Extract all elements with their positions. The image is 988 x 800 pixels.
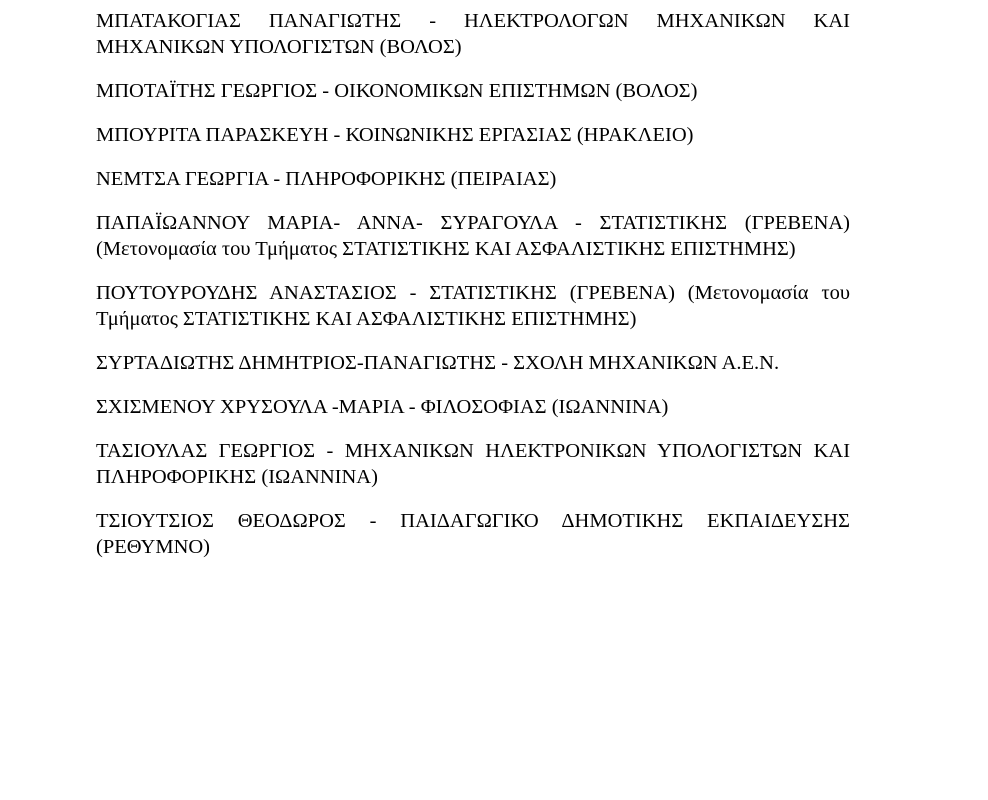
department: ΣΧΟΛΗ ΜΗΧΑΝΙΚΩΝ Α.Ε.Ν. bbox=[513, 352, 780, 374]
given-name: ΠΑΡΑΣΚΕΥΗ bbox=[205, 124, 329, 146]
department: ΦΙΛΟΣΟΦΙΑΣ (ΙΩΑΝΝΙΝΑ) bbox=[420, 396, 669, 418]
list-item bbox=[96, 210, 850, 262]
list-item bbox=[96, 280, 850, 332]
given-name: ΜΑΡΙΑ- ΑΝΝΑ- ΣΥΡΑΓΟΥΛΑ bbox=[267, 212, 558, 234]
given-name: ΑΝΑΣΤΑΣΙΟΣ bbox=[269, 282, 397, 304]
separator: - bbox=[409, 282, 417, 304]
list-item bbox=[96, 78, 850, 104]
given-name: ΧΡΥΣΟΥΛΑ -ΜΑΡΙΑ bbox=[220, 396, 404, 418]
surname: ΠΑΠΑΪΩΑΝΝΟΥ bbox=[96, 212, 250, 234]
given-name: ΔΗΜΗΤΡΙΟΣ-ΠΑΝΑΓΙΩΤΗΣ bbox=[238, 352, 497, 374]
surname: ΣΧΙΣΜΕΝΟΥ bbox=[96, 396, 215, 418]
separator: - bbox=[273, 168, 281, 190]
list-item bbox=[96, 508, 850, 560]
department: ΠΛΗΡΟΦΟΡΙΚΗΣ (ΠΕΙΡΑΙΑΣ) bbox=[285, 168, 557, 190]
list-item bbox=[96, 438, 850, 490]
list-item bbox=[96, 394, 850, 420]
department: ΜΗΧΑΝΙΚΩΝ ΗΛΕΚΤΡΟΝΙΚΩΝ ΥΠΟΛΟΓΙΣΤΩΝ ΚΑΙ ΠΛΗΡΟΦΟΡΙΚΗΣ (ΙΩΑΝΝΙΝΑ) bbox=[96, 440, 851, 488]
separator: - bbox=[574, 212, 582, 234]
given-name: ΠΑΝΑΓΙΩΤΗΣ bbox=[268, 10, 402, 32]
document-body bbox=[96, 8, 850, 578]
separator: - bbox=[501, 352, 509, 374]
given-name: ΓΕΩΡΓΙΟΣ bbox=[218, 440, 316, 462]
separator: - bbox=[326, 440, 334, 462]
department: ΗΛΕΚΤΡΟΛΟΓΩΝ ΜΗΧΑΝΙΚΩΝ ΚΑΙ ΜΗΧΑΝΙΚΩΝ ΥΠΟΛΟΓΙΣΤΩΝ (ΒΟΛΟΣ) bbox=[96, 10, 850, 58]
list-item bbox=[96, 8, 850, 60]
surname: ΤΣΙΟΥΤΣΙΟΣ bbox=[96, 510, 214, 532]
separator: - bbox=[429, 10, 437, 32]
given-name: ΓΕΩΡΓΙΑ bbox=[184, 168, 269, 190]
separator: - bbox=[322, 80, 330, 102]
surname: ΣΥΡΤΑΔΙΩΤΗΣ bbox=[96, 352, 235, 374]
list-item bbox=[96, 166, 850, 192]
surname: ΜΠΟΥΡΙΤΑ bbox=[96, 124, 201, 146]
surname: ΝΕΜΤΣΑ bbox=[96, 168, 180, 190]
department: ΣΤΑΤΙΣΤΙΚΗΣ (ΓΡΕΒΕΝΑ) (Μετονομασία του Τμήματος ΣΤΑΤΙΣΤΙΚΗΣ ΚΑΙ ΑΣΦΑΛΙΣΤΙΚΗΣ ΕΠΙΣΤΗΜΗΣ) bbox=[96, 282, 850, 330]
given-name: ΘΕΟΔΩΡΟΣ bbox=[237, 510, 346, 532]
separator: - bbox=[408, 396, 416, 418]
separator: - bbox=[333, 124, 341, 146]
department: ΟΙΚΟΝΟΜΙΚΩΝ ΕΠΙΣΤΗΜΩΝ (ΒΟΛΟΣ) bbox=[334, 80, 698, 102]
list-item bbox=[96, 350, 850, 376]
surname: ΜΠΟΤΑΪΤΗΣ bbox=[96, 80, 216, 102]
surname: ΠΟΥΤΟΥΡΟΥΔΗΣ bbox=[96, 282, 258, 304]
department: ΣΤΑΤΙΣΤΙΚΗΣ (ΓΡΕΒΕΝΑ) (Μετονομασία του Τμήματος ΣΤΑΤΙΣΤΙΚΗΣ ΚΑΙ ΑΣΦΑΛΙΣΤΙΚΗΣ ΕΠΙΣΤΗΜΗΣ) bbox=[96, 212, 851, 260]
given-name: ΓΕΩΡΓΙΟΣ bbox=[220, 80, 318, 102]
surname: ΤΑΣΙΟΥΛΑΣ bbox=[96, 440, 208, 462]
department: ΠΑΙΔΑΓΩΓΙΚΟ ΔΗΜΟΤΙΚΗΣ ΕΚΠΑΙΔΕΥΣΗΣ (ΡΕΘΥΜΝΟ) bbox=[96, 510, 850, 558]
surname: ΜΠΑΤΑΚΟΓΙΑΣ bbox=[96, 10, 241, 32]
separator: - bbox=[369, 510, 377, 532]
list-item bbox=[96, 122, 850, 148]
department: ΚΟΙΝΩΝΙΚΗΣ ΕΡΓΑΣΙΑΣ (ΗΡΑΚΛΕΙΟ) bbox=[345, 124, 694, 146]
